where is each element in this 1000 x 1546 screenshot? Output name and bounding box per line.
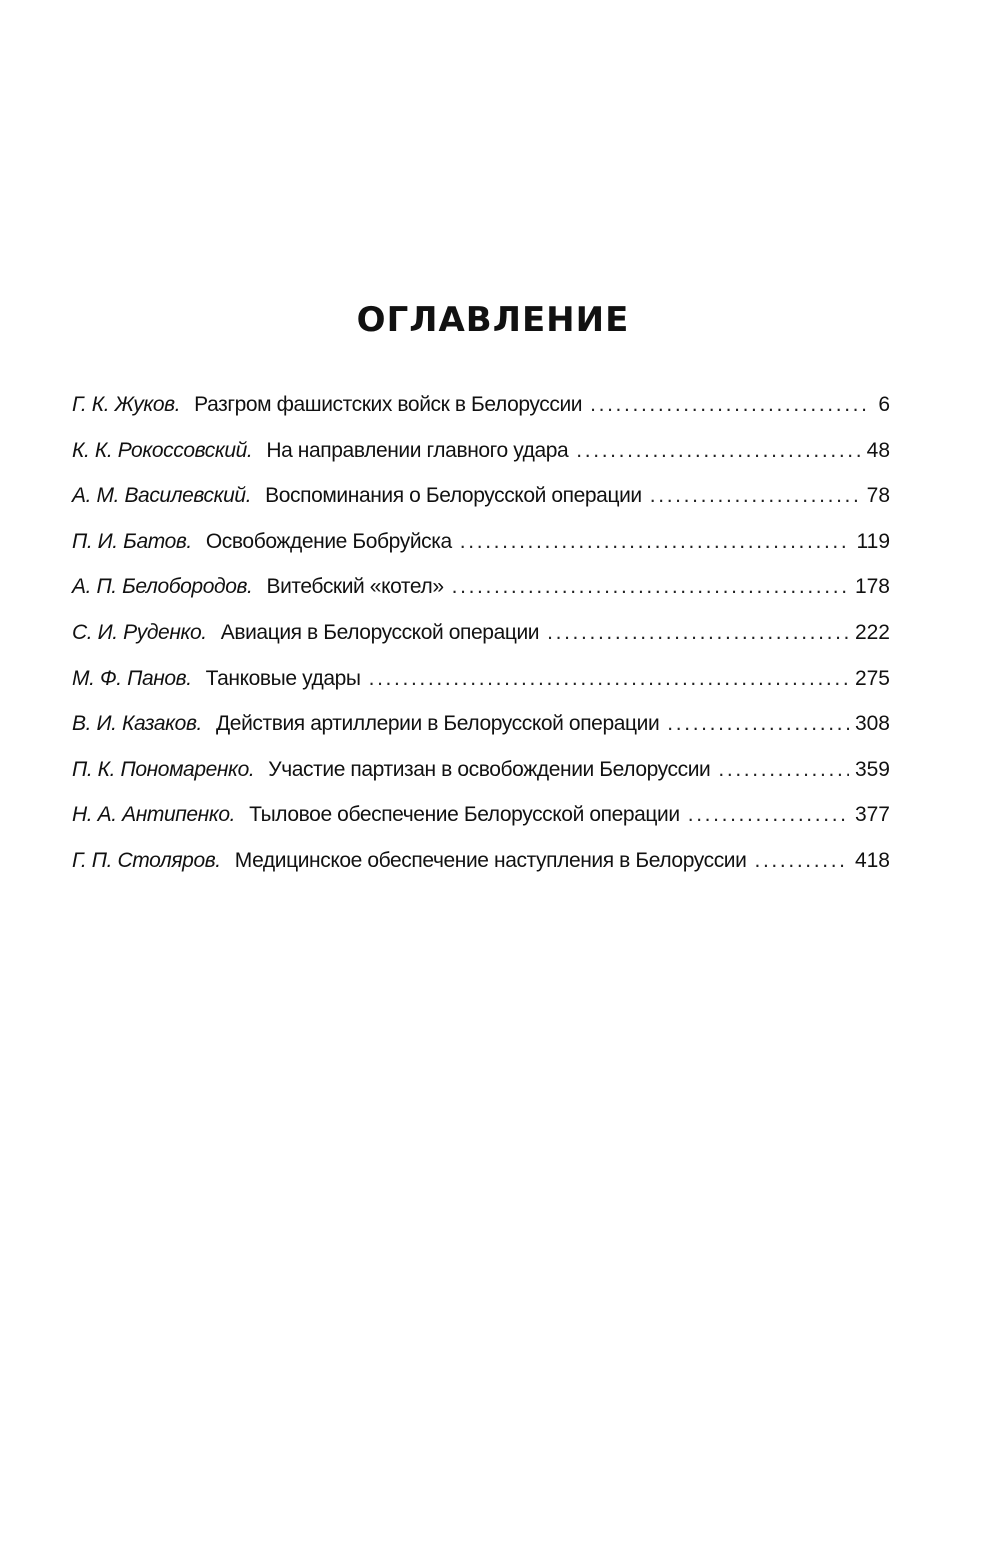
toc-entry[interactable] <box>72 707 890 753</box>
toc-title: Действия артиллерии в Белорусской операции <box>215 712 660 736</box>
toc-author: С. И. Руденко. <box>72 620 207 644</box>
toc-title: Участие партизан в освобождении Белоруссии <box>268 757 711 781</box>
toc-entry[interactable] <box>72 798 890 844</box>
dot-leader <box>590 388 866 422</box>
dot-leader <box>650 479 861 513</box>
toc-author: Н. А. Антипенко. <box>72 803 236 827</box>
dot-leader <box>688 798 849 832</box>
dot-leader <box>667 707 849 741</box>
toc-author: П. К. Пономаренко. <box>72 757 255 781</box>
toc-page-number: 308 <box>854 712 890 736</box>
toc-page-number: 377 <box>854 803 890 827</box>
toc-title: Танковые удары <box>205 666 361 690</box>
toc-title: Медицинское обеспечение наступления в Белоруссии <box>234 848 747 872</box>
page-title: ОГЛАВЛЕНИЕ <box>356 300 630 340</box>
toc-page-number: 6 <box>878 393 890 416</box>
toc-page-number: 275 <box>854 666 890 690</box>
toc-page-number: 178 <box>854 575 890 599</box>
toc-entry[interactable] <box>72 525 890 571</box>
toc-author: К. К. Рокоссовский. <box>72 438 253 462</box>
toc-author: М. Ф. Панов. <box>72 666 192 690</box>
dot-leader <box>576 434 860 468</box>
toc-title: Разгром фашистских войск в Белоруссии <box>194 393 583 416</box>
toc-title: Освобождение Бобруйска <box>205 529 452 553</box>
dot-leader <box>754 844 848 878</box>
toc-page-number: 222 <box>854 620 890 644</box>
toc-entry[interactable] <box>72 434 890 480</box>
toc-author: П. И. Батов. <box>72 529 192 553</box>
dot-leader <box>452 570 849 604</box>
toc-title: На направлении главного удара <box>266 438 569 462</box>
dot-leader <box>460 525 851 559</box>
toc-entry[interactable] <box>72 753 890 799</box>
dot-leader <box>718 753 849 787</box>
toc-entry[interactable] <box>72 616 890 662</box>
toc-page-number: 48 <box>866 438 890 462</box>
table-of-contents <box>72 388 890 890</box>
toc-page-number: 78 <box>866 484 890 508</box>
toc-entry[interactable] <box>72 844 890 890</box>
toc-page-number: 359 <box>854 757 890 781</box>
toc-author: Г. П. Столяров. <box>72 848 221 872</box>
toc-entry[interactable] <box>72 570 890 616</box>
toc-page-number: 119 <box>856 529 890 553</box>
toc-author: А. М. Василевский. <box>72 484 252 508</box>
toc-title: Воспоминания о Белорусской операции <box>265 484 642 508</box>
dot-leader <box>369 662 849 696</box>
toc-entry[interactable] <box>72 479 890 525</box>
toc-page-number: 418 <box>854 848 890 872</box>
toc-author: В. И. Казаков. <box>72 712 202 736</box>
toc-title: Авиация в Белорусской операции <box>220 620 540 644</box>
toc-title: Тыловое обеспечение Белорусской операции <box>249 803 680 827</box>
dot-leader <box>547 616 849 650</box>
toc-author: А. П. Белобородов. <box>72 575 253 599</box>
toc-entry[interactable] <box>72 662 890 708</box>
toc-title: Витебский «котел» <box>266 575 444 599</box>
toc-entry[interactable] <box>72 388 890 434</box>
toc-author: Г. К. Жуков. <box>72 393 181 416</box>
